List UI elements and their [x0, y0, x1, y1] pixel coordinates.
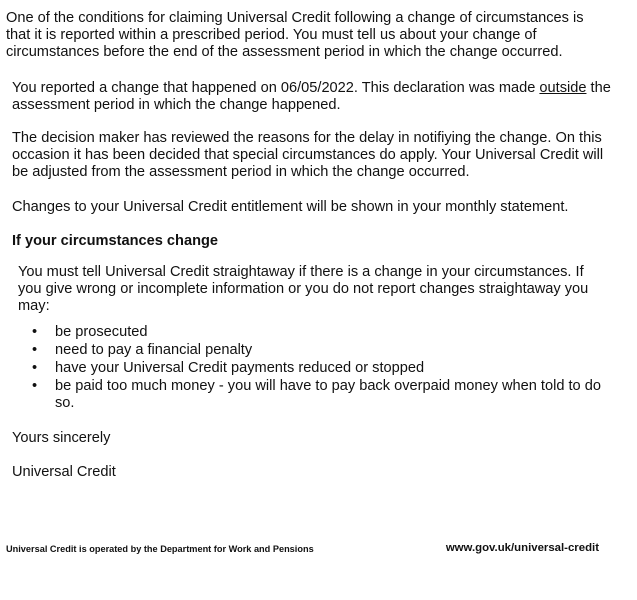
list-item-text: need to pay a financial penalty [55, 342, 253, 358]
tell-us-paragraph: You must tell Universal Credit straightaway if there is a change in your circumstances. If you give wrong or incomplete information or you do not report changes straightaway you may: [18, 264, 589, 314]
circumstances-heading: If your circumstances change [12, 233, 219, 249]
list-item [30, 324, 605, 341]
reported-text-start: You reported a change that happened on 06/05/2022. This declaration was made [12, 80, 540, 96]
footer-website-link[interactable]: www.gov.uk/universal-credit [445, 542, 599, 554]
signature: Universal Credit [12, 464, 116, 480]
closing-salutation: Yours sincerely [12, 430, 111, 446]
consequences-list [30, 324, 605, 413]
list-item [30, 360, 605, 377]
intro-paragraph: One of the conditions for claiming Universal Credit following a change of circumstances is that it is reported within a prescribed period. You must tell us about your change of circumstances before the end of the assessment period in which the change occurred. [6, 10, 584, 60]
outside-emphasis: outside [539, 80, 587, 96]
bullet-icon: • [32, 324, 38, 340]
reported-text-end: the assessment period in which the change happened. [12, 80, 611, 113]
reported-change-paragraph [12, 80, 612, 114]
entitlement-changes-paragraph: Changes to your Universal Credit entitlement will be shown in your monthly statement. [12, 199, 569, 215]
bullet-icon: • [32, 378, 38, 394]
bullet-icon: • [32, 360, 38, 376]
decision-paragraph: The decision maker has reviewed the reasons for the delay in notifiying the change. On this occasion it has been decided that special circumstances do apply. Your Universal Credit will be adjusted from the assessment period in which the change occurred. [12, 130, 604, 180]
list-item-text: be paid too much money - you will have to pay back overpaid money when told to do so. [55, 378, 601, 411]
list-item [30, 378, 605, 412]
list-item-text: be prosecuted [55, 324, 148, 340]
footer-operator-note: Universal Credit is operated by the Department for Work and Pensions [6, 544, 314, 554]
bullet-icon: • [32, 342, 38, 358]
list-item [30, 342, 605, 359]
list-item-text: have your Universal Credit payments reduced or stopped [55, 360, 425, 376]
